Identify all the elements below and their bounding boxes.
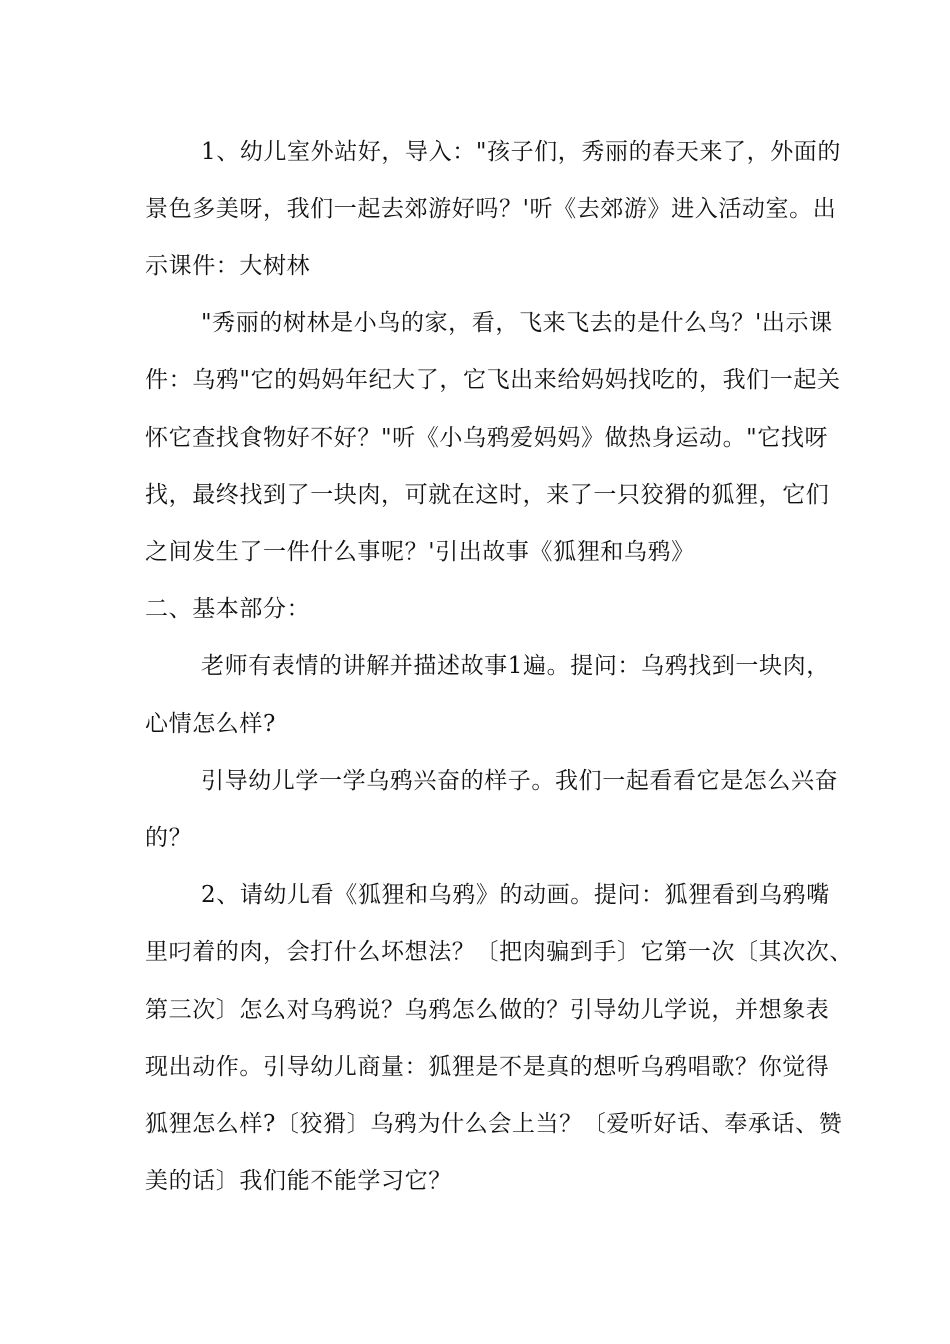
text-line: 现出动作。引导幼儿商量：狐狸是不是真的想听乌鸦唱歌？你觉得 — [145, 1054, 830, 1080]
text-line: 1、幼儿室外站好，导入："孩子们，秀丽的春天来了，外面的 — [201, 139, 842, 165]
section-heading: 二、基本部分： — [145, 596, 311, 622]
text-line: 心情怎么样? — [145, 711, 276, 737]
text-line: 怀它查找食物好不好？"听《小乌鸦爱妈妈》做热身运动。"它找呀 — [145, 425, 829, 451]
text-line: "秀丽的树林是小鸟的家，看，飞来飞去的是什么鸟？'出示课 — [201, 310, 833, 336]
text-line: 找，最终找到了一块肉，可就在这时，来了一只狡猾的狐狸，它们 — [145, 482, 830, 508]
text-line: 示课件：大树林 — [145, 253, 311, 279]
text-line: 的？ — [145, 825, 193, 851]
text-line: 老师有表情的讲解并描述故事1遍。提问：乌鸦找到一块肉， — [201, 653, 830, 679]
text-line: 件：乌鸦"它的妈妈年纪大了，它飞出来给妈妈找吃的，我们一起关 — [145, 367, 841, 393]
text-line: 美的话〕我们能不能学习它？ — [145, 1168, 452, 1194]
text-line: 里叼着的肉，会打什么坏想法？〔把肉骗到手〕它第一次〔其次次、 — [145, 939, 853, 965]
text-line: 第三次〕怎么对乌鸦说？乌鸦怎么做的？引导幼儿学说，并想象表 — [145, 997, 830, 1023]
text-line: 引导幼儿学一学乌鸦兴奋的样子。我们一起看看它是怎么兴奋 — [201, 768, 839, 794]
text-line: 2、请幼儿看《狐狸和乌鸦》的动画。提问：狐狸看到乌鸦嘴 — [201, 882, 830, 908]
text-line: 狐狸怎么样?〔狡猾〕乌鸦为什么会上当？〔爱听好话、奉承话、赞 — [145, 1111, 843, 1137]
text-line: 景色多美呀，我们一起去郊游好吗？'听《去郊游》进入活动室。出 — [145, 196, 837, 222]
text-line: 之间发生了一件什么事呢？'引出故事《狐狸和乌鸦》 — [145, 539, 695, 565]
